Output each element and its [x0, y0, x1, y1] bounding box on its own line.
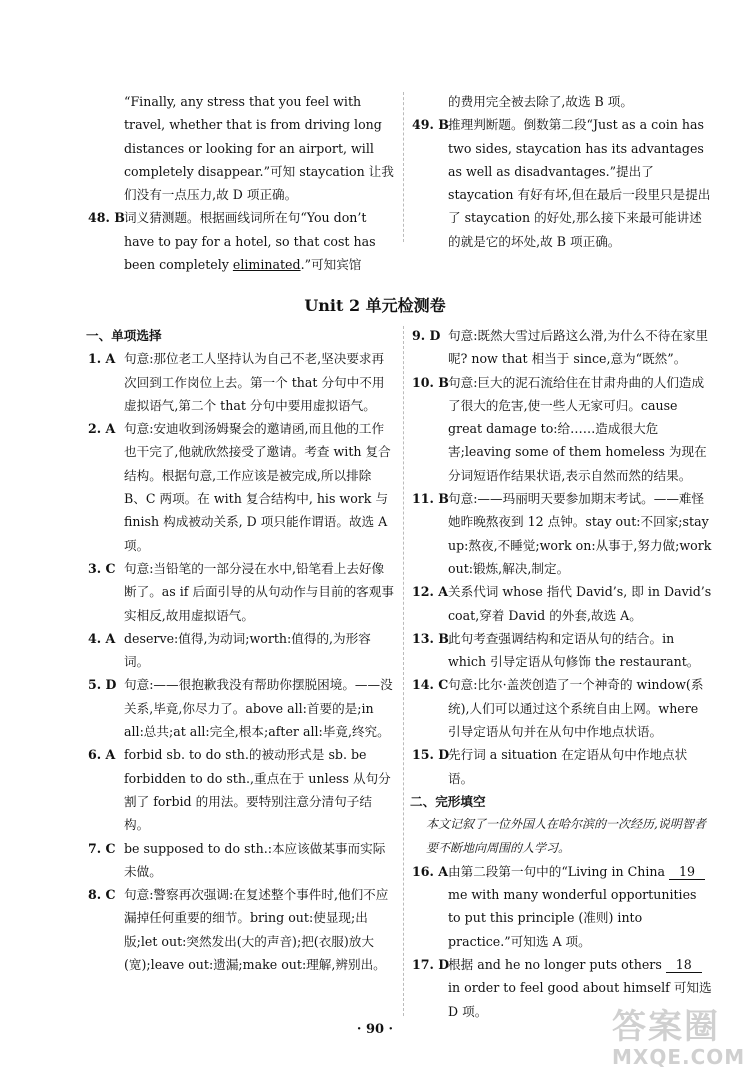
answer-item: [412, 627, 712, 674]
answer-item: [88, 627, 394, 674]
answer-number: 2. A: [88, 421, 116, 437]
column-divider-bottom: [403, 326, 404, 1016]
answer-item: [412, 743, 712, 790]
right-column: [412, 324, 712, 1023]
answer-item: [88, 837, 394, 884]
answer-number: 15. D: [412, 747, 450, 763]
answer-number: 6. A: [88, 747, 116, 763]
answer-text: 句意:警察再次强调:在复述整个事件时,他们不应漏掉任何重要的细节。bring out:使显现;出版;let out:突然发出(大的声音);把(衣服)放大(宽);leave out:遗漏;make out:理解,辨别出。: [124, 887, 389, 973]
answer-number: 17. D: [412, 957, 450, 973]
answer-text: 推理判断题。倒数第二段“Just as a coin has two sides, staycation has its advantages as well as disadvantages.”提出了 staycation 有好有坏,但在最后一段里只是提出了 staycation 的好处,那么接下来最可能讲述的就是它的坏处,故 B 项正确。: [448, 117, 711, 249]
answer-item-48: [88, 206, 394, 276]
answer-text: 先行词 a situation 在定语从句中作地点状语。: [448, 747, 688, 786]
answer-item: [88, 347, 394, 417]
cloze-answer-item: [412, 860, 712, 953]
section-title-single-choice: 一、单项选择: [86, 328, 162, 343]
answer-text: 句意:当铅笔的一部分浸在水中,铅笔看上去好像断了。as if 后面引导的从句动作与目前的客观事实相反,故用虚拟语气。: [124, 560, 394, 623]
answer-continuation: 的费用完全被去除了,故选 B 项。: [448, 94, 633, 109]
answer-number: 49. B: [412, 117, 449, 133]
answer-number: 4. A: [88, 630, 116, 646]
page-number: · 90 ·: [356, 1022, 394, 1037]
answer-number: 7. C: [88, 840, 116, 856]
section-intro: 本文记叙了一位外国人在哈尔滨的一次经历,说明智者要不断地向周围的人学习。: [426, 817, 706, 855]
answer-item: [412, 324, 712, 371]
answer-number: 9. D: [412, 328, 441, 343]
answer-text: be supposed to do sth.:本应该做某事而实际未做。: [124, 840, 386, 879]
answer-number: 10. B: [412, 374, 449, 390]
answer-text: 由第二段第一句中的“Living in China: [448, 863, 670, 879]
answer-number: 16. A: [412, 863, 449, 879]
answer-item: [88, 557, 394, 627]
answer-text: 句意:安迪收到汤姆聚会的邀请函,而且他的工作也干完了,他就欣然接受了邀请。考查 with 复合结构。根据句意,工作应该是被完成,所以排除 B、C 两项。在 with 复合结构中, his work 与 finish 构成被动关系, D 项只能作谓语。故选 A 项。: [124, 421, 391, 553]
answer-continuation: “Finally, any stress that you feel with travel, whether that is from driving long distances or looking for an airport, will completely disappear.”可知 staycation 让我们没有一点压力,故 D 项正确。: [124, 94, 394, 203]
answer-number: 13. B: [412, 630, 449, 646]
top-right-column: [412, 90, 712, 253]
column-divider-top: [403, 92, 404, 242]
answer-number: 1. A: [88, 351, 116, 367]
answer-text: 句意:既然大雪过后路这么滑,为什么不待在家里呢? now that 相当于 since,意为“既然”。: [448, 328, 709, 367]
answer-item-49: [412, 113, 712, 253]
answer-number: 8. C: [88, 887, 116, 903]
answer-number: 11. B: [412, 491, 449, 507]
answer-item: [412, 580, 712, 627]
left-column: [88, 324, 394, 976]
watermark-logo: [612, 1007, 746, 1078]
answer-text: 根据 and he no longer puts others: [448, 957, 666, 973]
answer-text: forbid sb. to do sth.的被动形式是 sb. be forbidden to do sth.,重点在于 unless 从句分割了 forbid 的用法。要特别注意分清句子结构。: [124, 747, 391, 833]
answer-item: [88, 673, 394, 743]
answer-text: 句意:——很抱歉我没有帮助你摆脱困境。——没关系,毕竟,你尽力了。above all:首要的是;in all:总共;at all:完全,根本;after all:毕竟,终究。: [124, 677, 393, 740]
answer-item: [88, 883, 394, 976]
answer-text: 此句考查强调结构和定语从句的结合。in which 引导定语从句修饰 the restaurant。: [448, 630, 700, 670]
answer-text-tail: in order to feel good about himself 可知选 D 项。: [448, 980, 712, 1019]
answer-number: 12. A: [412, 584, 449, 600]
answer-text: 关系代词 whose 指代 David’s, 即 in David’s coat,穿着 David 的外套,故选 A。: [448, 584, 712, 623]
answer-number: 48. B: [88, 210, 125, 226]
answer-text: 句意:比尔·盖茨创造了一个神奇的 window(系统),人们可以通过这个系统自由上网。where 引导定语从句并在从句中作地点状语。: [448, 677, 704, 740]
top-left-column: [88, 90, 394, 276]
answer-text: 句意:——玛丽明天要参加期末考试。——难怪她昨晚熬夜到 12 点钟。stay out:不回家;stay up:熬夜,不睡觉;work on:从事于,努力做;work out:锻炼,解决,制定。: [448, 491, 712, 576]
answer-number: 14. C: [412, 677, 449, 693]
answer-item: [412, 487, 712, 580]
answer-item: [88, 417, 394, 557]
answer-number: 5. D: [88, 677, 117, 693]
blank-number: 18: [666, 958, 702, 973]
answer-text: 句意:那位老工人坚持认为自己不老,坚决要求再次回到工作岗位上去。第一个 that 分句中不用虚拟语气,第二个 that 分句中要用虚拟语气。: [124, 351, 385, 413]
answer-number: 3. C: [88, 560, 116, 576]
watermark-domain: MXQE.COM: [612, 1045, 746, 1069]
unit-title: Unit 2 单元检测卷: [304, 296, 446, 315]
answer-text: 句意:巨大的泥石流给住在甘肃舟曲的人们造成了很大的危害,使一些人无家可归。cause great damage to:给……造成很大危害;leaving some of them homeless 为现在分词短语作结果状语,表示自然而然的结果。: [448, 374, 707, 483]
section-title-cloze: 二、完形填空: [410, 793, 486, 809]
answer-text-tail: .”可知宾馆: [300, 257, 362, 273]
underlined-word: eliminated: [232, 257, 301, 273]
answer-text-tail: me with many wonderful opportunities to put this principle (准则) into practice.”可知选 A 项。: [448, 887, 697, 949]
answer-text: 词义猜测题。根据画线词所在句“You don’t have to pay for a hotel, so that cost has been completely: [124, 210, 376, 273]
answer-text: deserve:值得,为动词;worth:值得的,为形容词。: [124, 630, 371, 670]
answer-item: [412, 371, 712, 487]
watermark-text: 答案圈: [612, 1007, 720, 1047]
answer-item: [88, 743, 394, 836]
answer-item: [412, 673, 712, 743]
blank-number: 19: [669, 865, 705, 880]
